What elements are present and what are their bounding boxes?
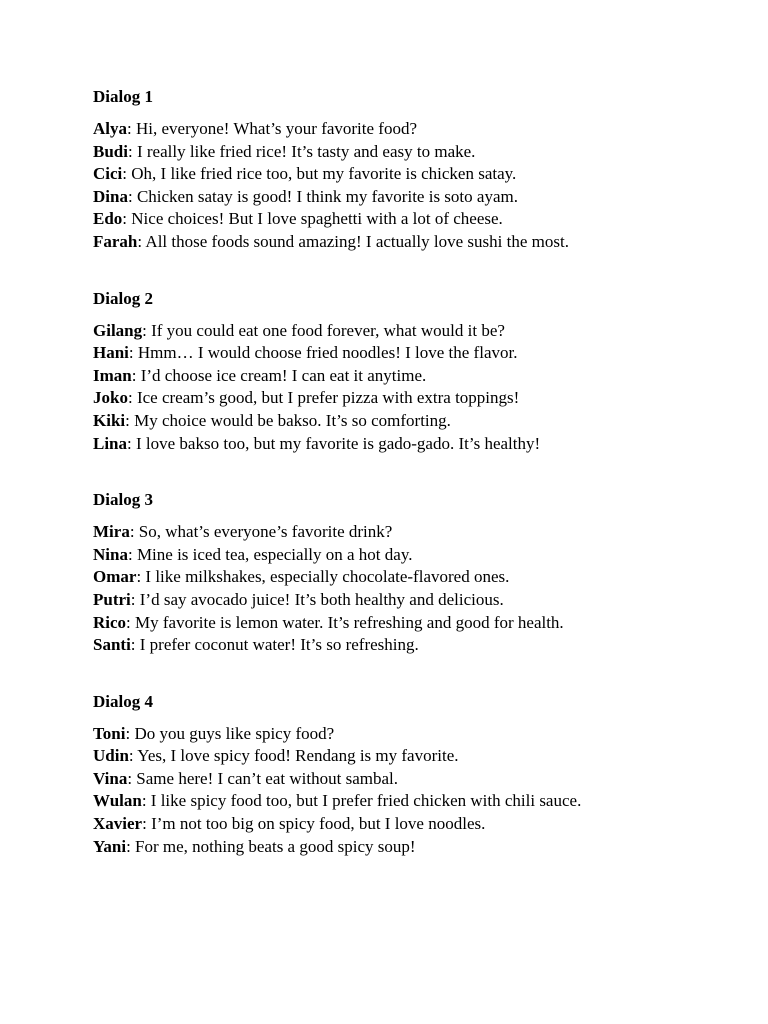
line-text: : Nice choices! But I love spaghetti with a lot of cheese. xyxy=(122,209,503,229)
dialog-line xyxy=(93,589,733,612)
line-text: : I’m not too big on spicy food, but I love noodles. xyxy=(142,814,486,834)
dialog-line xyxy=(93,544,733,567)
line-text: : I like milkshakes, especially chocolate-flavored ones. xyxy=(136,567,510,587)
dialog-line xyxy=(93,768,733,791)
dialog-3 xyxy=(93,489,733,657)
speaker-name: Joko xyxy=(93,388,128,408)
line-text: : Chicken satay is good! I think my favorite is soto ayam. xyxy=(127,186,518,206)
speaker-name: Vina xyxy=(93,768,128,788)
line-text: : For me, nothing beats a good spicy soup! xyxy=(126,836,416,856)
dialog-line xyxy=(93,118,733,141)
speaker-name: Rico xyxy=(93,612,127,632)
dialog-line xyxy=(93,342,733,365)
dialog-title: Dialog 1 xyxy=(93,87,153,106)
speaker-name: Santi xyxy=(93,635,131,655)
speaker-name: Kiki xyxy=(93,410,126,430)
speaker-name: Lina xyxy=(93,433,128,453)
line-text: : My favorite is lemon water. It’s refreshing and good for health. xyxy=(126,612,564,632)
document-page xyxy=(93,86,733,858)
dialog-title: Dialog 2 xyxy=(93,288,153,308)
dialog-line xyxy=(93,387,733,410)
dialog-line xyxy=(93,186,733,209)
speaker-name: Dina xyxy=(93,186,128,206)
dialog-line xyxy=(93,163,733,186)
line-text: : I’d say avocado juice! It’s both healthy and delicious. xyxy=(130,589,504,609)
speaker-name: Edo xyxy=(93,209,123,229)
speaker-name: Farah xyxy=(93,231,138,251)
line-text: : All those foods sound amazing! I actually love sushi the most. xyxy=(137,231,569,251)
dialog-line xyxy=(93,410,733,433)
line-text: : Oh, I like fried rice too, but my favorite is chicken satay. xyxy=(122,164,517,184)
dialog-line xyxy=(93,612,733,635)
speaker-name: Budi xyxy=(93,141,128,161)
speaker-name: Mira xyxy=(93,522,130,542)
dialog-title: Dialog 4 xyxy=(93,691,153,711)
line-text: : Yes, I love spicy food! Rendang is my favorite. xyxy=(128,746,459,766)
speaker-name: Toni xyxy=(93,723,126,743)
dialog-line xyxy=(93,320,733,343)
dialog-line xyxy=(93,745,733,768)
line-text: : Mine is iced tea, especially on a hot day. xyxy=(127,544,413,564)
line-text: : I prefer coconut water! It’s so refreshing. xyxy=(130,635,419,655)
speaker-name: Cici xyxy=(93,164,123,184)
speaker-name: Omar xyxy=(93,567,137,587)
dialog-line xyxy=(93,521,733,544)
dialog-line xyxy=(93,231,733,254)
line-text: : I love bakso too, but my favorite is gado-gado. It’s healthy! xyxy=(127,433,541,453)
line-text: : Hi, everyone! What’s your favorite food? xyxy=(127,119,418,138)
dialog-title: Dialog 3 xyxy=(93,490,153,510)
line-text: : I like spicy food too, but I prefer fried chicken with chili sauce. xyxy=(141,791,582,811)
line-text: : Hmm… I would choose fried noodles! I love the flavor. xyxy=(128,343,518,363)
dialog-line xyxy=(93,634,733,657)
dialog-line xyxy=(93,836,733,859)
line-text: : Do you guys like spicy food? xyxy=(125,723,335,743)
speaker-name: Putri xyxy=(93,589,131,609)
dialog-line xyxy=(93,365,733,388)
speaker-name: Nina xyxy=(93,544,128,564)
line-text: : So, what’s everyone’s favorite drink? xyxy=(129,522,393,542)
line-text: : My choice would be bakso. It’s so comforting. xyxy=(125,410,451,430)
dialog-line xyxy=(93,566,733,589)
dialog-4 xyxy=(93,691,733,859)
line-text: : Same here! I can’t eat without sambal. xyxy=(127,768,398,788)
line-text: : If you could eat one food forever, what would it be? xyxy=(142,320,505,340)
dialog-1 xyxy=(93,86,733,254)
speaker-name: Yani xyxy=(93,836,127,856)
dialog-line xyxy=(93,141,733,164)
line-text: : I really like fried rice! It’s tasty and easy to make. xyxy=(127,141,476,161)
dialog-line xyxy=(93,790,733,813)
speaker-name: Iman xyxy=(93,365,132,385)
speaker-name: Udin xyxy=(93,746,129,766)
speaker-name: Gilang xyxy=(93,320,143,340)
speaker-name: Alya xyxy=(93,119,127,138)
dialog-line xyxy=(93,723,733,746)
line-text: : Ice cream’s good, but I prefer pizza with extra toppings! xyxy=(127,388,520,408)
dialog-line xyxy=(93,208,733,231)
speaker-name: Hani xyxy=(93,343,129,363)
dialog-2 xyxy=(93,288,733,456)
dialog-line xyxy=(93,813,733,836)
speaker-name: Wulan xyxy=(93,791,142,811)
line-text: : I’d choose ice cream! I can eat it anytime. xyxy=(131,365,427,385)
dialog-line xyxy=(93,433,733,456)
speaker-name: Xavier xyxy=(93,814,143,834)
